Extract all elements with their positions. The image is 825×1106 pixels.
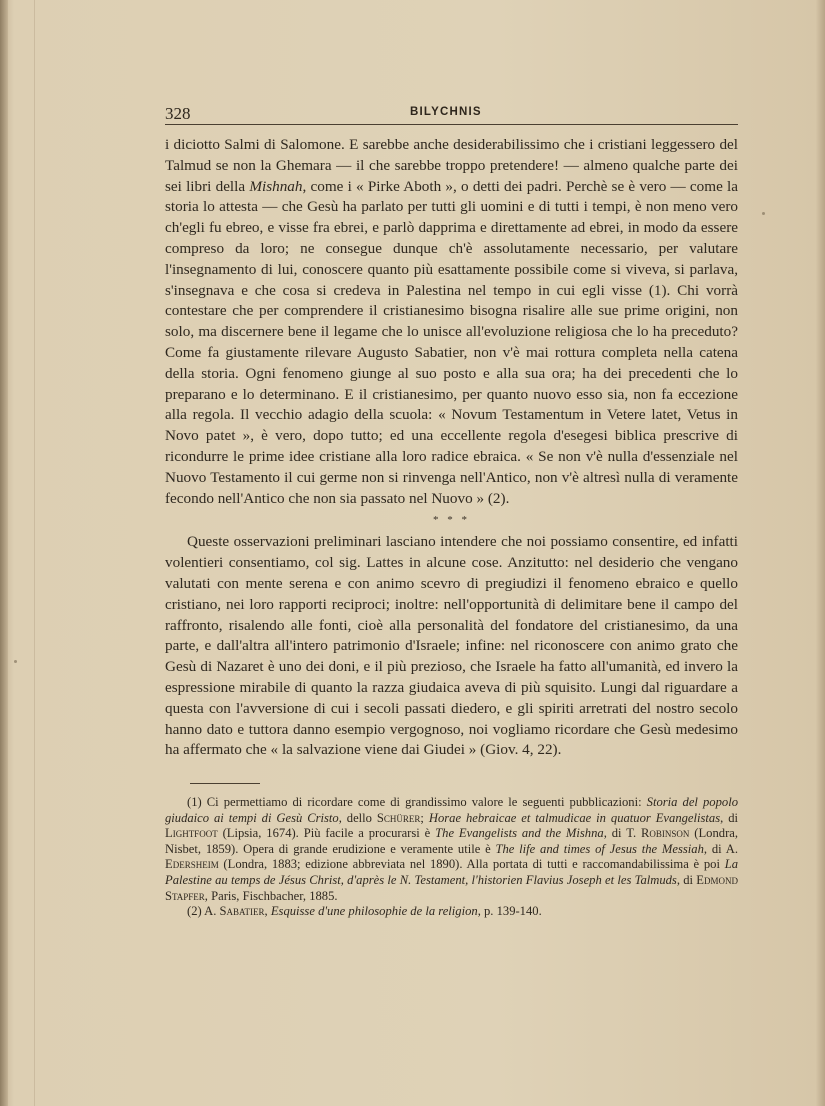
paragraph-2 (165, 532, 738, 761)
text-run: (1) Ci permettiamo di ricordare come di grandissimo valore le seguenti pubblicazioni: (187, 795, 647, 809)
paper-speck (762, 212, 765, 215)
text-run: Schürer (376, 810, 421, 825)
text-run: Mishnah (249, 177, 303, 195)
text-run: Edmond Stapfer (165, 872, 738, 903)
text-run: ; (420, 810, 429, 825)
page-header (165, 102, 738, 124)
text-run: , di A. (703, 841, 738, 856)
page-crease (34, 0, 35, 1106)
text-run: Edersheim (165, 857, 219, 872)
running-head: BILYCHNIS (410, 106, 482, 118)
text-run: , p. 139-140. (477, 904, 542, 919)
page-edge (815, 0, 825, 1106)
text-run: Esquisse d'une philosophie de la religion (270, 904, 478, 919)
footnote-rule (190, 783, 260, 784)
paper-speck (14, 660, 17, 663)
section-separator: * * * (433, 514, 470, 527)
binding-shadow (0, 0, 8, 1106)
text-run: , di (676, 872, 697, 887)
text-run: (2) A. (187, 904, 220, 919)
text-run: La Palestine au temps de Jésus Christ, d'après le N. Testament, l'historien Flavius Joseph et les Talmuds (165, 857, 738, 887)
text-run: (Londra, 1883; edizione abbreviata nel 1890). Alla portata di tutti e raccomandabilissima è poi (218, 857, 725, 872)
text-run: The Evangelists and the Mishna (435, 826, 604, 841)
text-run: , dello (338, 810, 377, 825)
text-run: Sabatier (219, 904, 265, 919)
text-run: , di T. (603, 826, 641, 841)
main-text (165, 135, 738, 761)
text-run: Storia del popolo giudaico ai tempi di Gesù Cristo (165, 795, 738, 825)
text-run: , Paris, Fischbacher, 1885. (204, 888, 338, 903)
text-run: Horae hebraicae et talmudicae in quatuor Evangelistas (428, 810, 721, 825)
text-run: , di (720, 810, 738, 825)
text-run: (Londra, Nisbet, 1859). Opera di grande erudizione e veramente utile è (165, 826, 739, 856)
text-run: Robinson (641, 826, 690, 841)
text-run: The life and times of Jesus the Messiah (495, 841, 704, 856)
text-run: i diciotto Salmi di Salomone. E sarebbe anche desiderabilissimo che i cristiani leggessero del Talmud se non la Ghemara — il che sarebbe troppo pretendere! — almeno qualche parte dei sei libri della (165, 136, 738, 195)
page-number: 328 (165, 104, 191, 123)
footnotes (165, 795, 738, 920)
text-run: , come i « Pirke Aboth », o detti dei padri. Perchè se è vero — come la storia lo attesta — che Gesù ha parlato per tutti gli uomini e di tutti i tempi, è non meno vero ch'egli fu ebreo, e visse fra ebrei, e parlò dapprima e direttamente ad ebrei, in modo da essere compreso da loro; ne consegue dunque ch'è assolutamente necessario, per valutare l'insegnamento di lui, conoscere quanto più esattamente possibile come si viveva, si parlava, s'insegnava e che cosa si credeva in Palestina nel tempo in cui egli visse (1). Chi vorrà contestare che per comprendere il cristianesimo bisogna risalire alle sue prime origini, non solo, ma discernere bene il legame che lo unisce all'evoluzione religiosa che lo ha preceduto? Come fa giustamente rilevare Augusto Sabatier, non v'è mai rottura completa nella catena della storia. Ogni fenomeno giunge al suo posto e alla sua ora; ha dei precedenti che lo preparano e lo determinano. E il cristianesimo, per quanto nuovo esso sia, non fa eccezione alla regola. Il vecchio adagio della scuola: « Novum Testamentum in Vetere latet, Vetus in Novo patet », è vero, dopo tutto; ed una eccellente regola d'esegesi biblica prescrive di ricondurre le prime idee cristiane alla loro radice ebraica. « Se non v'è nulla d'essenziale nel Nuovo Testamento il cui germe non si rinvenga nell'Antico, non v'è altresì nulla di veramente fecondo nell'Antico che non sia passato nel Nuovo » (2). (165, 177, 738, 507)
footnote-1 (165, 795, 738, 904)
text-run: Lightfoot (165, 826, 218, 841)
text-run: (Lipsia, 1674). Più facile a procurarsi è (217, 826, 436, 841)
header-rule (165, 124, 738, 125)
footnote-2 (165, 904, 738, 920)
text-run: , (264, 904, 271, 919)
paragraph-1 (165, 135, 738, 509)
text-run: Queste osservazioni preliminari lasciano intendere che noi possiamo consentire, ed infatti volentieri consentiamo, col sig. Lattes in alcune cose. Anzitutto: nel desiderio che vengano valutati con mente serena e con animo scevro di pregiudizi il fenomeno ebraico e quello cristiano, nei loro rapporti reciproci; inoltre: nell'opportunità di delimitare bene il campo del raffronto, risalendo alle fonti, cioè alla personalità del fondatore del cristianesimo, da una parte, e dall'altra all'intero patrimonio d'Israele; infine: nel riconoscere con animo grato che Gesù di Nazaret è uno dei doni, e il più prezioso, che Israele ha fatto all'umanità, ed invero la espressione mirabile di quanto la razza giudaica aveva di più squisito. Lungi dal riguardare a questa con l'avversione di cui i secoli passati diedero, e gli spiriti arretrati del nostro secolo hanno dato e tuttora danno esempio vergognoso, noi vogliamo ricordare che Gesù medesimo ha affermato che « la salvazione viene dai Giudei » (Giov. 4, 22). (165, 533, 738, 759)
